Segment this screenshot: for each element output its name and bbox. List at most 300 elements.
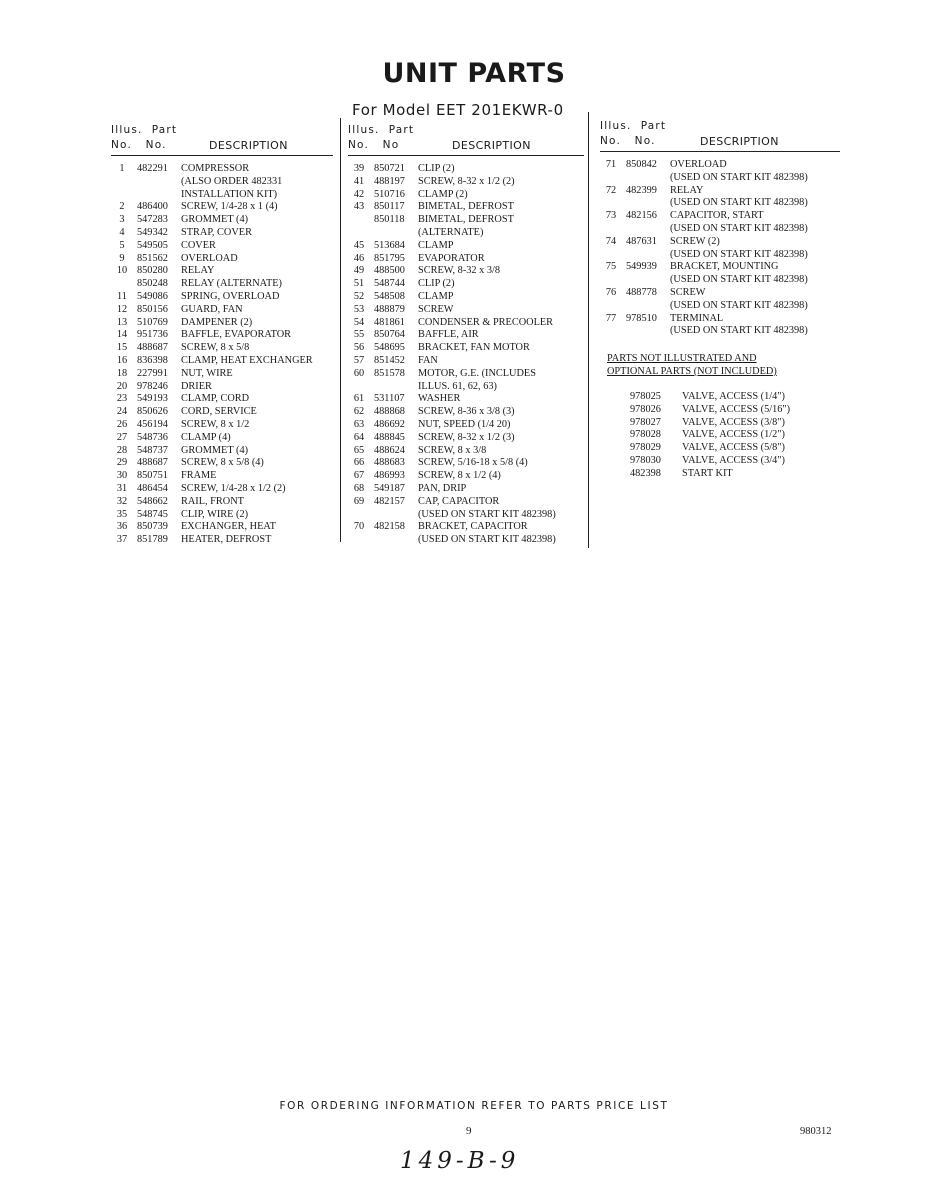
part-description: CLIP (2) <box>418 163 455 174</box>
parts-row <box>111 189 333 202</box>
part-number: 488868 <box>374 406 405 418</box>
part-number: 850156 <box>137 303 168 315</box>
part-number: 549187 <box>374 482 405 494</box>
illus-number: 14 <box>116 329 128 341</box>
illus-number <box>111 189 133 202</box>
parts-row <box>626 455 790 468</box>
illus-number: 1 <box>119 163 125 174</box>
illus-number: 53 <box>353 303 365 315</box>
part-description: CAP, CAPACITOR <box>418 495 500 507</box>
part-description: NUT, SPEED (1/4 20) <box>418 418 511 430</box>
part-description: INSTALLATION KIT) <box>181 188 278 200</box>
part-number: 488778 <box>626 286 657 298</box>
illus-number: 49 <box>353 265 365 277</box>
parts-row <box>111 419 333 432</box>
illus-part-label: Illus. Part <box>348 124 415 136</box>
model-subtitle: For Model EET 201EKWR-0 <box>352 101 564 119</box>
part-description: SCREW, 8 x 5/8 <box>181 342 250 354</box>
parts-row <box>111 278 333 291</box>
part-description: SCREW <box>418 303 454 315</box>
illus-number: 23 <box>116 393 128 405</box>
parts-row <box>348 406 584 419</box>
part-number <box>622 274 670 287</box>
part-description: BAFFLE, AIR <box>418 329 479 341</box>
illus-number: 57 <box>353 354 365 366</box>
part-description: BAFFLE, EVAPORATOR <box>181 329 292 341</box>
optional-parts-heading <box>607 352 777 378</box>
part-description: (USED ON START KIT 482398) <box>670 248 808 260</box>
part-description: CLAMP, CORD <box>181 393 250 405</box>
part-number: 549193 <box>137 393 168 405</box>
parts-row <box>348 470 584 483</box>
parts-row <box>348 342 584 355</box>
illus-number <box>348 509 370 522</box>
parts-row <box>111 355 333 368</box>
parts-column-1 <box>111 124 333 547</box>
part-number: 531107 <box>374 393 405 405</box>
part-description: GUARD, FAN <box>181 303 243 315</box>
part-description: PAN, DRIP <box>418 482 467 494</box>
part-description: (USED ON START KIT 482398) <box>670 197 808 209</box>
illus-number: 54 <box>353 316 365 328</box>
part-number: 851795 <box>374 252 405 264</box>
illus-number: 45 <box>353 239 365 251</box>
parts-row <box>348 483 584 496</box>
illus-number: 9 <box>119 252 125 264</box>
no-labels: No. No. <box>600 135 656 147</box>
part-description: CLIP (2) <box>418 278 455 290</box>
part-number: 482398 <box>630 467 661 479</box>
parts-row <box>111 393 333 406</box>
part-description: OVERLOAD <box>670 159 727 170</box>
parts-row <box>600 210 840 223</box>
parts-row <box>626 442 790 455</box>
illus-number: 30 <box>116 470 128 482</box>
part-number <box>622 325 670 338</box>
part-description: GROMMET (4) <box>181 444 249 456</box>
part-number: 488500 <box>374 265 405 277</box>
part-number <box>133 176 181 189</box>
part-number: 850280 <box>137 265 168 277</box>
part-number: 836398 <box>137 354 168 366</box>
parts-row <box>348 355 584 368</box>
part-number <box>622 197 670 210</box>
parts-row <box>348 329 584 342</box>
part-description: GROMMET (4) <box>181 214 249 226</box>
parts-row <box>111 214 333 227</box>
parts-row <box>111 368 333 381</box>
illus-number: 56 <box>353 342 365 354</box>
parts-row <box>600 274 840 287</box>
part-description: CAPACITOR, START <box>670 210 764 222</box>
part-description: CLAMP <box>418 239 454 251</box>
part-description: (USED ON START KIT 482398) <box>670 222 808 234</box>
illus-number: 52 <box>353 290 365 302</box>
illus-number: 74 <box>605 235 617 247</box>
part-description: CLAMP <box>418 290 454 302</box>
part-number: 510716 <box>374 188 405 200</box>
parts-row <box>348 176 584 189</box>
parts-row <box>626 429 790 442</box>
parts-row <box>111 329 333 342</box>
no-labels: No. No. <box>111 139 167 151</box>
part-number <box>622 172 670 185</box>
part-number: 548744 <box>374 278 405 290</box>
parts-row <box>111 227 333 240</box>
parts-row <box>348 304 584 317</box>
illus-number: 32 <box>116 495 128 507</box>
part-number: 850751 <box>137 470 168 482</box>
description-header: DESCRIPTION <box>209 139 288 152</box>
illus-number: 26 <box>116 418 128 430</box>
parts-row <box>111 381 333 394</box>
parts-row <box>111 240 333 253</box>
part-description: VALVE, ACCESS (5/16") <box>682 403 791 415</box>
description-header: DESCRIPTION <box>452 139 531 152</box>
part-number <box>370 509 418 522</box>
illus-number: 72 <box>605 184 617 196</box>
parts-row <box>111 176 333 189</box>
illus-number: 5 <box>119 239 125 251</box>
part-number: 482399 <box>626 184 657 196</box>
illus-number: 2 <box>119 201 125 213</box>
part-number <box>133 189 181 202</box>
parts-row <box>348 457 584 470</box>
part-number: 978026 <box>630 403 661 415</box>
part-description: SCREW, 8 x 1/2 <box>181 418 250 430</box>
part-number: 850248 <box>137 278 168 290</box>
parts-row <box>600 185 840 198</box>
part-description: (USED ON START KIT 482398) <box>418 508 556 520</box>
part-description: (USED ON START KIT 482398) <box>670 171 808 183</box>
illus-number: 29 <box>116 457 128 469</box>
part-number: 547283 <box>137 214 168 226</box>
parts-row <box>348 214 584 227</box>
illus-number: 12 <box>116 303 128 315</box>
parts-list <box>600 152 840 338</box>
illus-number: 10 <box>116 265 128 277</box>
illus-number <box>600 223 622 236</box>
part-description: BIMETAL, DEFROST <box>418 201 514 213</box>
part-number: 549342 <box>137 226 168 238</box>
part-description: (USED ON START KIT 482398) <box>670 299 808 311</box>
part-number: 549086 <box>137 290 168 302</box>
no-labels: No. No <box>348 139 400 151</box>
part-number: 851562 <box>137 252 168 264</box>
parts-row <box>348 496 584 509</box>
illus-number: 27 <box>116 431 128 443</box>
parts-row <box>111 406 333 419</box>
parts-row <box>111 304 333 317</box>
part-description: VALVE, ACCESS (5/8") <box>682 442 785 454</box>
part-number: 488683 <box>374 457 405 469</box>
part-number <box>622 223 670 236</box>
illus-number: 63 <box>353 418 365 430</box>
illus-number: 71 <box>605 159 617 170</box>
part-number: 850842 <box>626 159 657 170</box>
part-number: 488197 <box>374 175 405 187</box>
illus-number <box>111 278 133 291</box>
illus-number: 13 <box>116 316 128 328</box>
part-description: (USED ON START KIT 482398) <box>670 274 808 286</box>
handwritten-annotation: 149-B-9 <box>400 1148 520 1174</box>
part-description: DAMPENER (2) <box>181 316 253 328</box>
parts-row <box>348 521 584 534</box>
part-description: SCREW <box>670 286 706 298</box>
part-number: 548695 <box>374 342 405 354</box>
part-description: CLAMP (4) <box>181 431 231 443</box>
part-description: VALVE, ACCESS (1/4") <box>682 391 785 402</box>
part-description: SCREW, 8 x 5/8 (4) <box>181 457 264 469</box>
part-number <box>370 534 418 547</box>
parts-row <box>348 368 584 381</box>
parts-row <box>111 521 333 534</box>
illus-number: 3 <box>119 214 125 226</box>
parts-column-3 <box>600 120 840 338</box>
parts-row <box>600 236 840 249</box>
illus-number: 43 <box>353 201 365 213</box>
illus-number: 37 <box>116 534 128 546</box>
part-number: 482156 <box>626 210 657 222</box>
illus-part-label: Illus. Part <box>111 124 178 136</box>
part-number: 548736 <box>137 431 168 443</box>
illus-number <box>348 227 370 240</box>
part-description: RAIL, FRONT <box>181 495 244 507</box>
parts-row <box>348 189 584 202</box>
part-description: MOTOR, G.E. (INCLUDES <box>418 367 536 379</box>
part-description: NUT, WIRE <box>181 367 233 379</box>
parts-row <box>348 445 584 458</box>
part-number: 978030 <box>630 454 661 466</box>
illus-number: 64 <box>353 431 365 443</box>
parts-row <box>111 445 333 458</box>
part-number: 951736 <box>137 329 168 341</box>
illus-number: 31 <box>116 482 128 494</box>
part-description: SCREW, 8 x 1/2 (4) <box>418 470 501 482</box>
column-header <box>600 120 840 150</box>
illus-number: 76 <box>605 286 617 298</box>
part-description: DRIER <box>181 380 212 392</box>
description-header: DESCRIPTION <box>700 135 779 148</box>
part-description: (USED ON START KIT 482398) <box>418 534 556 546</box>
illus-number: 61 <box>353 393 365 405</box>
part-number: 486454 <box>137 482 168 494</box>
part-description: CLAMP (2) <box>418 188 468 200</box>
part-number: 488845 <box>374 431 405 443</box>
illus-number: 73 <box>605 210 617 222</box>
parts-row <box>348 278 584 291</box>
parts-row <box>111 432 333 445</box>
part-description: SCREW, 8 x 3/8 <box>418 444 487 456</box>
parts-row <box>111 163 333 176</box>
illus-number: 60 <box>353 367 365 379</box>
part-description: CLIP, WIRE (2) <box>181 508 249 520</box>
illus-number: 62 <box>353 406 365 418</box>
part-number: 486993 <box>374 470 405 482</box>
illus-number: 18 <box>116 367 128 379</box>
illus-number <box>600 249 622 262</box>
column-divider-1 <box>340 118 341 542</box>
illus-number <box>600 300 622 313</box>
part-number: 978246 <box>137 380 168 392</box>
illus-number: 66 <box>353 457 365 469</box>
parts-list <box>111 156 333 547</box>
parts-row <box>348 163 584 176</box>
part-description: VALVE, ACCESS (1/2") <box>682 429 785 441</box>
illus-number: 68 <box>353 482 365 494</box>
parts-row <box>348 265 584 278</box>
parts-row <box>600 300 840 313</box>
parts-row <box>348 201 584 214</box>
illus-number: 39 <box>353 163 365 174</box>
parts-row <box>626 417 790 430</box>
part-description: SCREW, 8-36 x 3/8 (3) <box>418 406 515 418</box>
part-number <box>622 300 670 313</box>
part-description: RELAY <box>670 184 704 196</box>
parts-row <box>111 483 333 496</box>
part-number: 978027 <box>630 416 661 428</box>
part-description: SCREW, 5/16-18 x 5/8 (4) <box>418 457 528 469</box>
parts-row <box>348 381 584 394</box>
part-number: 456194 <box>137 418 168 430</box>
part-description: FAN <box>418 354 438 366</box>
part-description: CONDENSER & PRECOOLER <box>418 316 554 328</box>
part-number: 978025 <box>630 391 661 402</box>
parts-row <box>348 227 584 240</box>
part-description: HEATER, DEFROST <box>181 534 272 546</box>
part-description: SCREW, 8-32 x 1/2 (2) <box>418 175 515 187</box>
illus-number: 11 <box>117 290 127 302</box>
part-description: START KIT <box>682 467 733 479</box>
part-description: COMPRESSOR <box>181 163 250 174</box>
part-description: SCREW, 8-32 x 3/8 <box>418 265 501 277</box>
part-description: RELAY (ALTERNATE) <box>181 278 282 290</box>
parts-row <box>111 291 333 304</box>
part-description: (ALSO ORDER 482331 <box>181 175 283 187</box>
parts-column-2 <box>348 124 584 547</box>
illus-part-label: Illus. Part <box>600 120 667 132</box>
part-number <box>622 249 670 262</box>
illus-number <box>348 381 370 394</box>
part-description: CLAMP, HEAT EXCHANGER <box>181 354 313 366</box>
illus-number: 24 <box>116 406 128 418</box>
parts-row <box>348 432 584 445</box>
part-number: 486692 <box>374 418 405 430</box>
illus-number <box>600 172 622 185</box>
page-number: 9 <box>466 1125 472 1137</box>
part-description: FRAME <box>181 470 217 482</box>
part-description: BRACKET, FAN MOTOR <box>418 342 530 354</box>
parts-row <box>348 419 584 432</box>
part-number: 850721 <box>374 163 405 174</box>
part-number: 488687 <box>137 342 168 354</box>
illus-number: 36 <box>116 521 128 533</box>
part-number: 978028 <box>630 429 661 441</box>
part-number <box>370 381 418 394</box>
part-description: RELAY <box>181 265 215 277</box>
part-description: BRACKET, MOUNTING <box>670 261 779 273</box>
parts-row <box>111 534 333 547</box>
parts-row <box>600 249 840 262</box>
parts-row <box>348 534 584 547</box>
part-number: 486400 <box>137 201 168 213</box>
parts-row <box>111 470 333 483</box>
part-number: 488687 <box>137 457 168 469</box>
part-description: SCREW (2) <box>670 235 720 247</box>
notes-line-1: PARTS NOT ILLUSTRATED AND <box>607 353 757 364</box>
part-number: 850117 <box>374 201 405 213</box>
parts-row <box>111 342 333 355</box>
part-number: 978510 <box>626 312 657 324</box>
part-number: 850626 <box>137 406 168 418</box>
illus-number: 42 <box>353 188 365 200</box>
illus-number: 16 <box>116 354 128 366</box>
parts-row <box>600 159 840 172</box>
illus-number: 75 <box>605 261 617 273</box>
illus-number: 41 <box>353 175 365 187</box>
part-description: WASHER <box>418 393 461 405</box>
part-number <box>370 227 418 240</box>
ordering-footer: FOR ORDERING INFORMATION REFER TO PARTS PRICE LIST <box>279 1100 669 1112</box>
illus-number <box>348 534 370 547</box>
part-description: TERMINAL <box>670 312 724 324</box>
optional-parts-list <box>626 391 790 481</box>
illus-number: 65 <box>353 444 365 456</box>
part-number: 227991 <box>137 367 168 379</box>
part-description: BIMETAL, DEFROST <box>418 214 514 226</box>
part-description: CORD, SERVICE <box>181 406 257 418</box>
part-description: EXCHANGER, HEAT <box>181 521 276 533</box>
part-description: OVERLOAD <box>181 252 238 264</box>
part-number: 850118 <box>374 214 405 226</box>
part-number: 510769 <box>137 316 168 328</box>
part-number: 482291 <box>137 163 168 174</box>
part-description: SCREW, 1/4-28 x 1 (4) <box>181 201 278 213</box>
illus-number: 46 <box>353 252 365 264</box>
parts-row <box>600 172 840 185</box>
illus-number: 15 <box>116 342 128 354</box>
illus-number: 69 <box>353 495 365 507</box>
part-number: 851452 <box>374 354 405 366</box>
column-header <box>348 124 584 154</box>
part-number: 548737 <box>137 444 168 456</box>
illus-number <box>348 214 370 227</box>
part-description: SCREW, 8-32 x 1/2 (3) <box>418 431 515 443</box>
illus-number <box>111 176 133 189</box>
part-description: VALVE, ACCESS (3/4") <box>682 454 785 466</box>
part-number: 850739 <box>137 521 168 533</box>
part-description: SPRING, OVERLOAD <box>181 290 280 302</box>
column-divider-2 <box>588 112 589 548</box>
parts-row <box>348 509 584 522</box>
part-description: (USED ON START KIT 482398) <box>670 325 808 337</box>
parts-row <box>626 391 790 404</box>
illus-number <box>600 325 622 338</box>
part-description: COVER <box>181 239 216 251</box>
parts-row <box>600 261 840 274</box>
column-header <box>111 124 333 154</box>
illus-number <box>600 197 622 210</box>
parts-row <box>626 468 790 481</box>
illus-number <box>600 274 622 287</box>
part-number: 488624 <box>374 444 405 456</box>
parts-row <box>348 291 584 304</box>
parts-row <box>111 265 333 278</box>
illus-number: 67 <box>353 470 365 482</box>
parts-row <box>600 313 840 326</box>
part-number: 851789 <box>137 534 168 546</box>
parts-row <box>600 197 840 210</box>
